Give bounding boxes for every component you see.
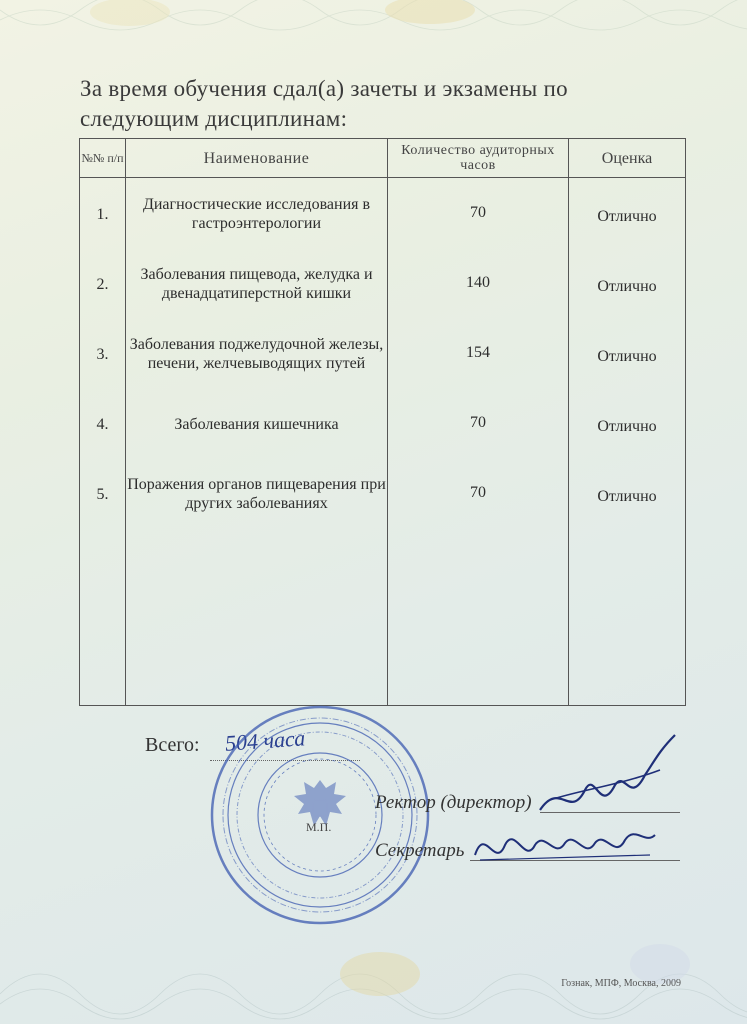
- row-name: Заболевания поджелудочной железы, печени, желчевыводящих путей: [126, 318, 388, 388]
- row-name: Поражения органов пищеварения при других заболеваниях: [126, 458, 388, 528]
- row-name: Заболевания кишечника: [126, 388, 388, 458]
- secretary-label: Секретарь: [375, 840, 465, 861]
- table-row: [80, 388, 686, 458]
- table-row: [80, 458, 686, 528]
- header-hours: Количество аудиторных часов: [388, 139, 569, 178]
- header-grade: Оценка: [569, 139, 686, 178]
- row-number: 4.: [80, 388, 126, 458]
- row-name: Заболевания пищевода, желудка и двенадцатиперстной кишки: [126, 248, 388, 318]
- table-row: [80, 318, 686, 388]
- rector-label: Ректор (директор): [375, 792, 532, 813]
- stamp-place-label: М.П.: [306, 820, 332, 834]
- row-hours: 154: [388, 318, 569, 388]
- secretary-signature: [470, 815, 660, 875]
- row-number: 3.: [80, 318, 126, 388]
- header-name: Наименование: [126, 139, 388, 178]
- row-number: 1.: [80, 178, 126, 249]
- grades-table: [79, 138, 686, 706]
- row-grade: Отлично: [569, 178, 686, 249]
- table-row: [80, 248, 686, 318]
- row-hours: 70: [388, 388, 569, 458]
- row-grade: Отлично: [569, 388, 686, 458]
- printer-imprint: Гознак, МПФ, Москва, 2009: [561, 978, 681, 989]
- table-header-row: [80, 139, 686, 178]
- row-grade: Отлично: [569, 458, 686, 528]
- row-hours: 70: [388, 458, 569, 528]
- row-hours: 140: [388, 248, 569, 318]
- official-seal-stamp: [205, 700, 435, 930]
- row-number: 2.: [80, 248, 126, 318]
- row-name: Диагностические исследования в гастроэнтерологии: [126, 178, 388, 249]
- row-grade: Отлично: [569, 248, 686, 318]
- row-number: 5.: [80, 458, 126, 528]
- table-row: [80, 178, 686, 249]
- row-grade: Отлично: [569, 318, 686, 388]
- row-hours: 70: [388, 178, 569, 249]
- total-label: Всего:: [145, 734, 200, 756]
- header-number: №№ п/п: [80, 139, 126, 178]
- total-hours-handwritten: 504 часа: [224, 725, 306, 756]
- table-empty-space: [80, 528, 686, 706]
- heading: За время обучения сдал(а) зачеты и экзамены по следующим дисциплинам:: [80, 76, 568, 131]
- guilloche-top-border: [0, 0, 747, 60]
